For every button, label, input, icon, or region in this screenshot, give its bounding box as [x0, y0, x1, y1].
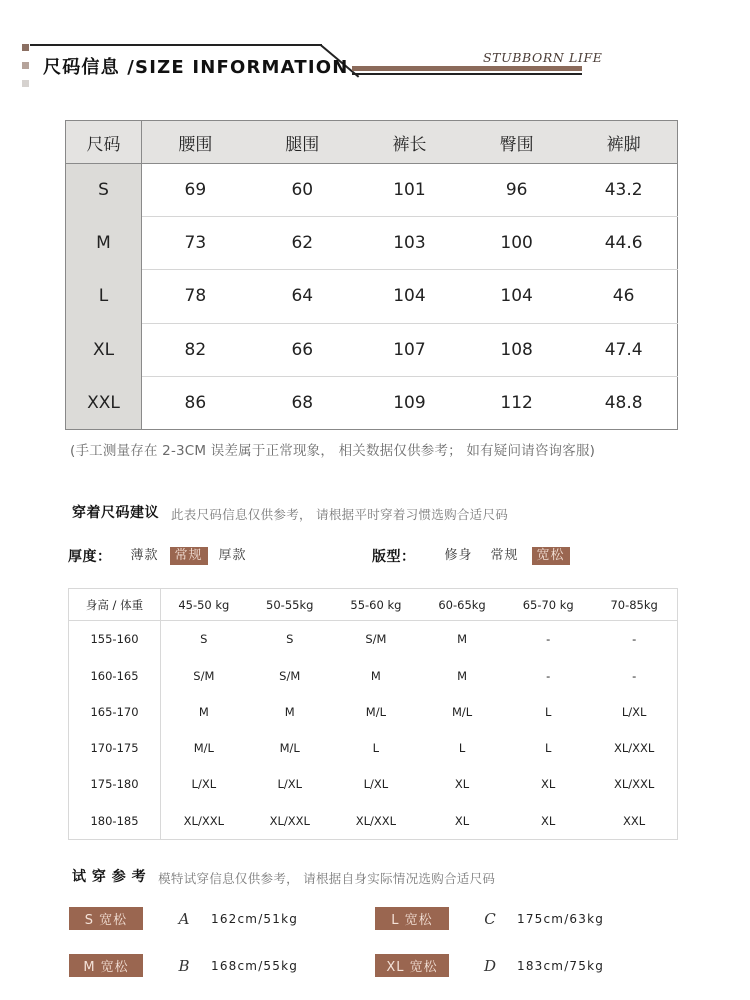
wear-advice-subtitle: 此表尺码信息仅供参考， 请根据平时穿着习惯选购合适尺码	[171, 507, 509, 522]
table-cell: L	[372, 741, 380, 755]
table-row	[69, 766, 678, 802]
page-title: 尺码信息 /SIZE INFORMATION	[43, 57, 349, 78]
table-cell: 108	[463, 323, 570, 376]
table-cell: M	[284, 704, 295, 719]
table-cell: L	[544, 741, 552, 755]
table-cell: 103	[356, 217, 463, 270]
weight-column-header: 65-70 kg	[505, 589, 591, 621]
table-cell: -	[632, 632, 637, 647]
table-cell: 100	[463, 217, 570, 270]
height-weight-header: 身高 / 体重	[69, 589, 161, 621]
table-cell: XL/XXL	[355, 813, 397, 828]
weight-column-header: 60-65kg	[419, 589, 505, 621]
model-letter: C	[484, 909, 496, 928]
table-cell: M/L	[193, 741, 214, 755]
measurement-note: (手工测量存在 2-3CM 误差属于正常现象， 相关数据仅供参考； 如有疑问请咨询客服)	[70, 443, 596, 459]
table-cell: XXL	[623, 813, 646, 828]
table-cell: 48.8	[604, 392, 643, 413]
table-cell: 96	[463, 164, 570, 217]
table-cell: S/M	[279, 668, 301, 683]
table-cell: -	[546, 668, 551, 683]
height-label: 165-170	[69, 694, 161, 730]
size-label: XXL	[66, 376, 142, 429]
table-cell: L	[544, 704, 552, 719]
size-label: S	[66, 164, 142, 217]
table-cell: 101	[356, 164, 463, 217]
table-cell: 47.4	[570, 323, 677, 376]
table-row	[69, 730, 678, 766]
square-mid	[22, 62, 29, 69]
table-cell: 64	[249, 270, 356, 323]
table-row	[66, 217, 678, 270]
model-letter: A	[178, 909, 190, 928]
height-label: 155-160	[69, 621, 161, 658]
table-cell: M	[457, 668, 468, 683]
table-row	[66, 164, 678, 217]
model-b-info	[69, 954, 298, 977]
weight-column-header: 70-85kg	[591, 589, 677, 621]
table-row	[66, 376, 678, 429]
table-cell: 86	[184, 392, 207, 413]
table-cell: 104	[463, 270, 570, 323]
wear-advice-title: 穿着尺码建议	[70, 502, 161, 523]
table-cell: S	[200, 632, 208, 647]
model-a-info	[69, 907, 298, 930]
table-cell: XL	[541, 813, 556, 828]
model-size-badge: L 宽松	[375, 907, 449, 930]
thickness-label: 厚度：	[68, 549, 112, 565]
table-cell: XL/XXL	[613, 741, 655, 755]
table-cell: M/L	[451, 704, 473, 719]
model-size-badge: S 宽松	[69, 907, 143, 930]
table-cell: 69	[142, 164, 249, 217]
table-cell: M	[370, 668, 381, 683]
column-header-waist: 腰围	[142, 121, 249, 164]
header-decoration-squares	[22, 44, 30, 98]
height-label: 160-165	[69, 658, 161, 694]
header-top-line	[30, 44, 322, 46]
table-row	[66, 323, 678, 376]
try-on-subtitle: 模特试穿信息仅供参考， 请根据自身实际情况选购合适尺码	[158, 871, 496, 886]
weight-column-header: 50-55kg	[247, 589, 333, 621]
model-stats: 162cm/51kg	[211, 911, 299, 926]
recommendation-table	[68, 588, 678, 840]
column-header-hem: 裤脚	[570, 121, 677, 164]
table-cell: 112	[500, 392, 533, 413]
model-stats: 175cm/63kg	[517, 911, 605, 926]
size-table	[65, 120, 678, 430]
weight-column-header: 45-50 kg	[161, 589, 247, 621]
table-cell: XL	[454, 777, 470, 792]
table-cell: S	[286, 632, 294, 647]
table-cell: M/L	[279, 741, 300, 755]
model-stats: 168cm/55kg	[211, 958, 299, 973]
model-size-badge: XL 宽松	[375, 954, 449, 977]
table-cell: L	[458, 741, 466, 755]
model-stats: 183cm/75kg	[517, 958, 605, 973]
size-label: L	[66, 270, 142, 323]
table-cell: -	[546, 632, 551, 647]
thickness-option-thick: 厚款	[218, 548, 247, 563]
fit-selector	[372, 546, 576, 566]
thickness-option-thin: 薄款	[130, 548, 159, 563]
table-cell: 62	[249, 217, 356, 270]
table-row	[69, 658, 678, 694]
table-cell: S/M	[193, 668, 215, 683]
try-on-title: 试 穿 参 考	[70, 866, 148, 887]
table-cell: L/XL	[191, 777, 217, 792]
header-bottom-line	[352, 73, 582, 75]
height-label: 180-185	[69, 802, 161, 839]
brand-label: STUBBORN LIFE	[483, 50, 603, 65]
table-cell: 46	[570, 270, 677, 323]
table-cell: 104	[356, 270, 463, 323]
size-table-header-row	[66, 121, 678, 164]
size-column-header: 尺码	[66, 121, 142, 164]
height-label: 170-175	[69, 730, 161, 766]
table-row	[69, 802, 678, 839]
recommendation-header-row	[69, 589, 678, 621]
table-cell: S/M	[365, 632, 387, 647]
model-d-info	[375, 954, 604, 977]
table-cell: L/XL	[277, 777, 303, 792]
thickness-selector	[68, 546, 258, 566]
height-label: 175-180	[69, 766, 161, 802]
square-dark	[22, 44, 29, 51]
table-cell: 66	[249, 323, 356, 376]
table-cell: XL	[541, 777, 556, 792]
model-c-info	[375, 907, 604, 930]
fit-option-loose: 宽松	[532, 547, 570, 565]
table-cell: XL	[454, 813, 470, 828]
table-row	[66, 270, 678, 323]
weight-column-header: 55-60 kg	[333, 589, 419, 621]
table-cell: XL/XXL	[269, 813, 310, 828]
table-cell: 109	[393, 392, 426, 413]
column-header-length: 裤长	[356, 121, 463, 164]
table-cell: 44.6	[570, 217, 677, 270]
wear-advice-header	[70, 502, 508, 523]
table-cell: 107	[356, 323, 463, 376]
header-accent-bar	[352, 66, 582, 71]
table-cell: 60	[249, 164, 356, 217]
fit-option-slim: 修身	[444, 548, 473, 563]
model-size-badge: M 宽松	[69, 954, 143, 977]
table-cell: XL/XXL	[613, 777, 655, 792]
table-cell: M	[457, 632, 468, 647]
table-cell: M	[198, 704, 209, 719]
table-cell: 78	[142, 270, 249, 323]
table-row	[69, 621, 678, 658]
column-header-hip: 臀围	[463, 121, 570, 164]
table-cell: L/XL	[363, 777, 389, 792]
model-letter: B	[178, 956, 190, 975]
table-cell: 68	[291, 392, 314, 413]
thickness-option-regular: 常规	[170, 547, 208, 565]
size-label: XL	[66, 323, 142, 376]
table-cell: M/L	[365, 704, 386, 719]
model-letter: D	[483, 956, 497, 975]
table-cell: 82	[142, 323, 249, 376]
table-cell: 73	[142, 217, 249, 270]
fit-option-regular: 常规	[490, 548, 519, 563]
table-cell: L/XL	[621, 704, 647, 719]
size-label: M	[66, 217, 142, 270]
column-header-thigh: 腿围	[249, 121, 356, 164]
table-cell: -	[632, 668, 637, 683]
table-cell: 43.2	[570, 164, 677, 217]
table-cell: XL/XXL	[183, 813, 224, 828]
table-row	[69, 694, 678, 730]
square-light	[22, 80, 29, 87]
try-on-header	[70, 866, 495, 887]
fit-label: 版型：	[372, 549, 416, 565]
